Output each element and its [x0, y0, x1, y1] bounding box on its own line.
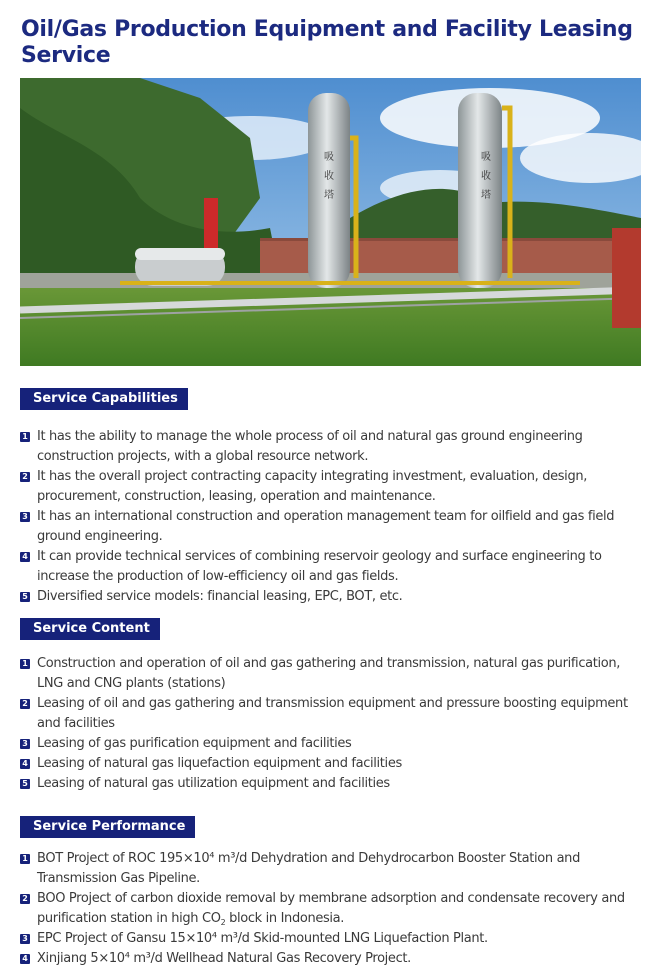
list-item — [20, 427, 645, 467]
number-badge: 3 — [20, 512, 30, 522]
list-item — [20, 734, 645, 754]
section-heading-capabilities: Service Capabilities — [20, 388, 188, 410]
tower-right-char-2: 收 — [481, 171, 491, 182]
tower-left-char-1: 吸 — [324, 152, 334, 163]
list-item — [20, 467, 645, 507]
tower-left-char-2: 收 — [324, 171, 334, 182]
number-badge: 5 — [20, 779, 30, 789]
list-item-text: Construction and operation of oil and gas gathering and transmission, natural gas purification, LNG and CNG plants (stations) — [37, 656, 621, 691]
list-item-text: Xinjiang 5×10⁴ m³/d Wellhead Natural Gas Recovery Project. — [37, 951, 411, 966]
facility-photo — [20, 78, 641, 366]
list-item — [20, 849, 645, 889]
list-item — [20, 949, 645, 969]
tower-left-char-3: 塔 — [324, 190, 334, 201]
number-badge: 1 — [20, 854, 30, 864]
list-item-text: BOT Project of ROC 195×10⁴ m³/d Dehydration and Dehydrocarbon Booster Station and Transmission Gas Pipeline. — [37, 851, 580, 886]
number-badge: 4 — [20, 552, 30, 562]
list-item-text: Leasing of oil and gas gathering and transmission equipment and pressure boosting equipment and facilities — [37, 696, 628, 731]
number-badge: 2 — [20, 894, 30, 904]
number-badge: 3 — [20, 739, 30, 749]
performance-list — [20, 849, 645, 969]
list-item-text — [37, 891, 625, 926]
list-item — [20, 929, 645, 949]
list-item-text-part: BOO Project of carbon dioxide removal by membrane adsorption and condensate recovery and purification station in high CO — [37, 891, 625, 926]
list-item — [20, 587, 645, 607]
tower-right-char-1: 吸 — [481, 152, 491, 163]
list-item-text: It has an international construction and operation management team for oilfield and gas field ground engineering. — [37, 509, 615, 544]
list-item-text: It has the overall project contracting capacity integrating investment, evaluation, design, procurement, construction, leasing, operation and maintenance. — [37, 469, 588, 504]
list-item — [20, 694, 645, 734]
list-item-text: Leasing of natural gas utilization equipment and facilities — [37, 776, 390, 791]
subscript: 2 — [220, 918, 226, 927]
list-item-text: Leasing of natural gas liquefaction equipment and facilities — [37, 756, 402, 771]
list-item-text: It has the ability to manage the whole process of oil and natural gas ground engineering construction projects, with a global resource network. — [37, 429, 583, 464]
list-item — [20, 507, 645, 547]
number-badge: 2 — [20, 699, 30, 709]
list-item-text: It can provide technical services of combining reservoir geology and surface engineering to increase the production of low-efficiency oil and gas fields. — [37, 549, 602, 584]
number-badge: 1 — [20, 659, 30, 669]
list-item — [20, 774, 645, 794]
number-badge: 1 — [20, 432, 30, 442]
list-item — [20, 547, 645, 587]
number-badge: 3 — [20, 934, 30, 944]
number-badge: 4 — [20, 759, 30, 769]
list-item-text: Diversified service models: financial leasing, EPC, BOT, etc. — [37, 589, 403, 604]
list-item — [20, 654, 645, 694]
number-badge: 4 — [20, 954, 30, 964]
section-heading-performance: Service Performance — [20, 816, 195, 838]
tower-right-char-3: 塔 — [481, 190, 491, 201]
list-item-text: EPC Project of Gansu 15×10⁴ m³/d Skid-mounted LNG Liquefaction Plant. — [37, 931, 488, 946]
section-heading-content: Service Content — [20, 618, 160, 640]
list-item-text: Leasing of gas purification equipment and facilities — [37, 736, 352, 751]
list-item — [20, 889, 645, 929]
list-item-text-part: block in Indonesia. — [225, 911, 345, 926]
number-badge: 2 — [20, 472, 30, 482]
capabilities-list — [20, 427, 645, 607]
number-badge: 5 — [20, 592, 30, 602]
page-title: Oil/Gas Production Equipment and Facility Leasing Service — [21, 17, 633, 68]
content-list — [20, 654, 645, 794]
list-item — [20, 754, 645, 774]
